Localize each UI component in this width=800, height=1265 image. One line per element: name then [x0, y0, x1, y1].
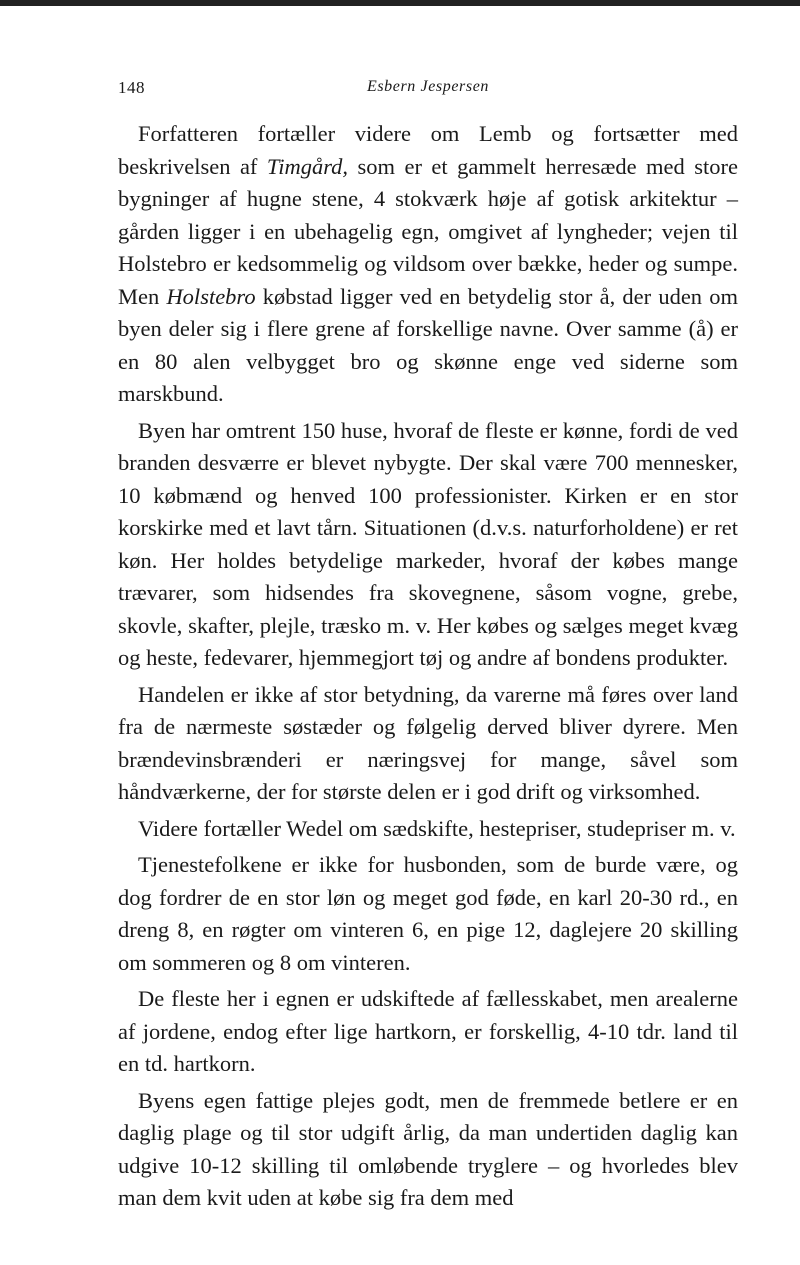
paragraph-1-text: Forfatteren fortæller videre om Lemb og fortsætter med beskrivelsen af	[118, 121, 738, 179]
paragraph-3: Handelen er ikke af stor betydning, da varerne må føres over land fra de nærmeste søstæder og følgelig derved bliver dyrere. Men brændevinsbrænderi er næringsvej for mange, såvel som håndværkerne, der for største delen er i god drift og virksomhed.	[118, 681, 738, 804]
holstebro-italic: Holstebro	[166, 283, 256, 309]
body-text	[118, 118, 738, 1219]
scan-top-edge	[0, 0, 800, 6]
paragraph-7: Byens egen fattige plejes godt, men de fremmede betlere er en daglig plage og til stor udgift årlig, da man undertiden daglig kan udgive 10-12 skilling til omløbende tryglere – og hvorledes blev man dem kvit uden at købe sig fra dem med	[118, 1087, 738, 1210]
paragraph-5: Tjenestefolkene er ikke for husbonden, som de burde være, og dog fordrer de en stor løn og meget god føde, en karl 20-30 rd., en dreng 8, en røgter om vinteren 6, en pige 12, daglejere 20 skilling om sommeren og 8 om vinteren.	[118, 852, 738, 975]
paragraph-1	[118, 118, 738, 411]
paragraph-6: De fleste her i egnen er udskiftede af fællesskabet, men arealerne af jordene, endog efter lige hartkorn, er forskellig, 4-10 tdr. land til en td. hartkorn.	[118, 986, 738, 1076]
page-header	[118, 78, 738, 108]
page-number: 148	[118, 78, 145, 97]
paragraph-1-text-end: købstad ligger ved en betydelig stor å, der uden om byen deler sig i flere grene af forskellige navne. Over samme (å) er en 80 alen velbygget bro og skønne enge ved siderne som marskbund.	[118, 283, 738, 406]
paragraph-2: Byen har omtrent 150 huse, hvoraf de fleste er kønne, fordi de ved branden desværre er blevet nybygte. Der skal være 700 mennesker, 10 købmænd og henved 100 professionister. Kirken er en stor korskirke med et lavt tårn. Situationen (d.v.s. naturforholdene) er ret køn. Her holdes betydelige markeder, hvoraf der købes mange trævarer, som hidsendes fra skovegnene, såsom vogne, grebe, skovle, skafter, plejle, træsko m. v. Her købes og sælges meget kvæg og heste, fedevarer, hjemmegjort tøj og andre af bondens produkter.	[118, 417, 738, 670]
paragraph-4: Videre fortæller Wedel om sædskifte, hestepriser, studepriser m. v.	[138, 815, 736, 841]
running-head: Esbern Jespersen	[366, 78, 489, 95]
timgard-italic: Timgård,	[266, 153, 348, 179]
paragraph-1-text-cont: som er et gammelt herresæde med store bygninger af hugne stene, 4 stokværk høje af gotisk arkitektur – gården ligger i en ubehagelig egn, omgivet af lyngheder; vejen til Holstebro er kedsommelig og vildsom over bække, heder og sumpe. Men	[118, 153, 739, 309]
